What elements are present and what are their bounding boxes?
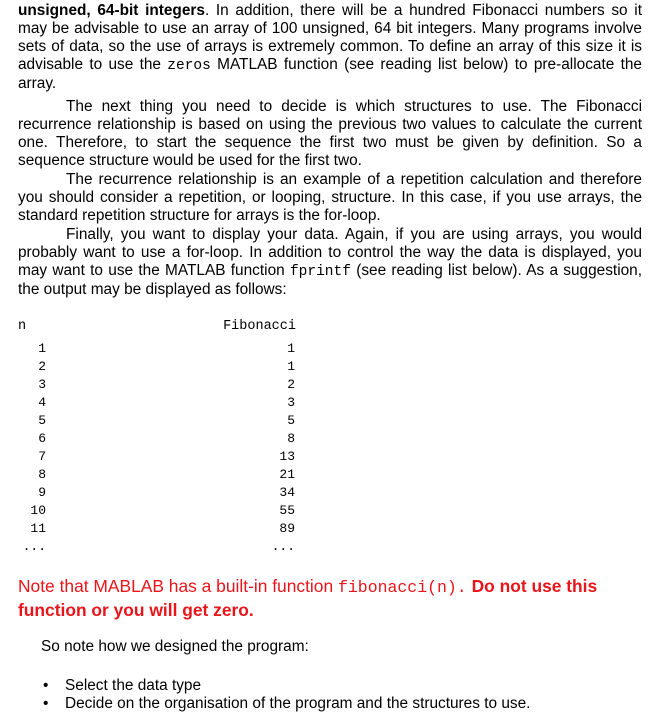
note-bold-warning: Do not use this function or you will get zero. [18, 576, 598, 620]
bullet-dot-icon: • [43, 677, 49, 694]
table-cell-n: 9 [38, 485, 46, 500]
bullet-item [43, 695, 530, 713]
paragraph-structures [18, 98, 642, 170]
bold-data-type: unsigned, 64-bit integers [18, 2, 205, 19]
bullet-text: Decide on the organisation of the program and the structures to use. [65, 695, 531, 712]
paragraph-data-type [18, 2, 642, 93]
paragraph-text: (see reading list below). As a suggestion, the output may be displayed as follows: [18, 262, 643, 298]
bullet-text: Select the data type [65, 677, 202, 694]
paragraph-text: Finally, you want to display your data. Again, if you are using arrays, you would probably want to use a for-loop. In addition to control the way the data is displayed, you may want to use the MATLAB function [18, 226, 642, 279]
table-cell-n: 1 [38, 341, 46, 356]
table-cell-n: 11 [30, 521, 46, 536]
table-cell-n: ... [22, 539, 46, 554]
table-cell-n: 2 [38, 359, 46, 374]
table-cell-n: 8 [38, 467, 46, 482]
code-zeros: zeros [167, 58, 211, 74]
paragraph-text: The recurrence relationship is an example of a repetition calculation and therefore you should consider a repetition, or looping, structure. In this case, if you use arrays, the standard repetition structure for arrays is the for-loop. [18, 171, 642, 224]
table-cell-fibonacci: 13 [279, 449, 295, 464]
paragraph-text: . In addition, there will be a hundred Fibonacci numbers so it may be advisable to use an array of 100 unsigned, 64 bit integers. Many programs involve sets of data, so the use of arrays is extremely common. To define an array of this size it is advisable to use the [18, 2, 642, 73]
table-cell-n: 6 [38, 431, 46, 446]
column-header-fibonacci: Fibonacci [223, 319, 296, 334]
table-cell-fibonacci: 1 [287, 341, 295, 356]
paragraph-text: MATLAB function (see reading list below) to pre-allocate the array. [18, 56, 642, 92]
table-cell-n: 3 [38, 377, 46, 392]
note-text: Note that MABLAB has a built-in function [18, 576, 338, 596]
paragraph-display [18, 226, 642, 299]
paragraph-text: The next thing you need to decide is which structures to use. The Fibonacci recurrence relationship is based on using the previous two values to calculate the current one. Therefore, to start the sequence the first two must be given by definition. So a sequence structure would be used for the first two. [18, 98, 642, 169]
table-cell-fibonacci: 5 [287, 413, 295, 428]
table-cell-fibonacci: 55 [279, 503, 295, 518]
table-cell-n: 5 [38, 413, 46, 428]
table-cell-fibonacci: 8 [287, 431, 295, 446]
table-cell-fibonacci: 3 [287, 395, 295, 410]
table-cell-fibonacci: 1 [287, 359, 295, 374]
code-fibonacci: fibonacci(n). [337, 578, 467, 597]
table-cell-fibonacci: ... [271, 539, 295, 554]
code-fprintf: fprintf [289, 264, 351, 280]
table-cell-fibonacci: 34 [279, 485, 295, 500]
bullet-dot-icon: • [43, 695, 49, 712]
table-cell-n: 4 [38, 395, 46, 410]
bullet-item [43, 677, 201, 695]
table-cell-fibonacci: 21 [279, 467, 295, 482]
table-cell-n: 10 [30, 503, 46, 518]
table-cell-fibonacci: 2 [287, 377, 295, 392]
paragraph-repetition [18, 171, 642, 225]
table-cell-fibonacci: 89 [279, 521, 295, 536]
design-intro: So note how we designed the program: [41, 638, 309, 655]
table-cell-n: 7 [38, 449, 46, 464]
warning-note [18, 575, 648, 621]
column-header-n: n [18, 319, 27, 334]
